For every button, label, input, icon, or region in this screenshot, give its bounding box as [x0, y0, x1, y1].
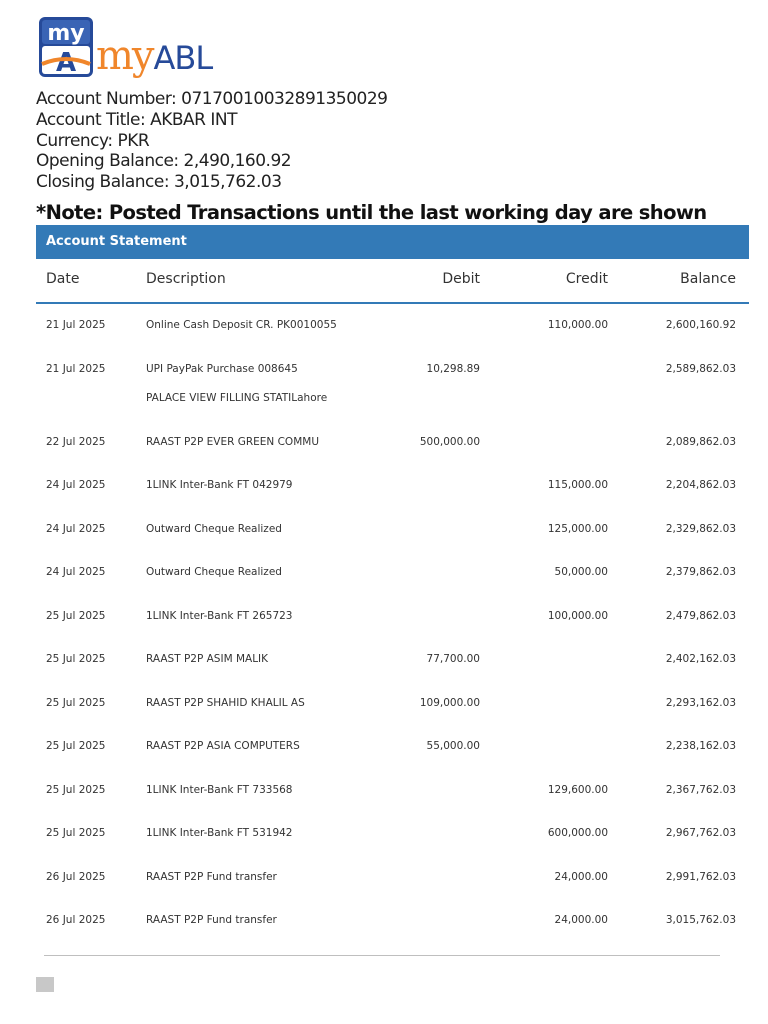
row-description: Outward Cheque Realized [146, 566, 282, 578]
table-row [36, 682, 749, 726]
table-row [36, 551, 749, 595]
account-info [36, 89, 387, 193]
opening-balance: Opening Balance: 2,490,160.92 [36, 151, 292, 172]
row-description: UPI PayPak Purchase 008645 [146, 362, 298, 375]
column-header-debit: Debit [442, 271, 480, 287]
table-row [36, 856, 749, 900]
row-balance: 2,479,862.03 [665, 609, 736, 622]
myabl-logo [38, 14, 218, 82]
account-statement-header: Account Statement [36, 225, 749, 259]
svg-text:my: my [47, 21, 85, 46]
row-date: 24 Jul 2025 [46, 479, 106, 491]
row-balance: 2,367,762.03 [665, 783, 736, 796]
posted-transactions-note: *Note: Posted Transactions until the last working day are shown [36, 201, 707, 224]
row-debit: 55,000.00 [426, 740, 480, 752]
row-date: 26 Jul 2025 [46, 870, 106, 883]
row-debit: 77,700.00 [426, 653, 480, 665]
table-row [36, 348, 749, 421]
account-title: Account Title: AKBAR INT [36, 109, 238, 130]
column-header-date: Date [46, 271, 80, 287]
table-row [36, 812, 749, 856]
row-balance: 2,204,862.03 [665, 479, 736, 491]
statement-table-body [36, 304, 749, 943]
row-credit: 129,600.00 [547, 783, 608, 796]
row-credit: 50,000.00 [554, 566, 608, 578]
svg-text:A: A [55, 48, 77, 78]
table-row [36, 304, 749, 348]
table-row [36, 508, 749, 552]
row-description: 1LINK Inter-Bank FT 531942 [146, 827, 293, 839]
row-balance: 2,089,862.03 [665, 435, 736, 448]
row-credit: 24,000.00 [554, 914, 608, 926]
row-description: RAAST P2P Fund transfer [146, 914, 277, 926]
row-description: RAAST P2P ASIA COMPUTERS [146, 740, 300, 752]
column-header-balance: Balance [680, 271, 736, 287]
row-description: 1LINK Inter-Bank FT 265723 [146, 609, 293, 622]
footer-divider [44, 955, 720, 956]
row-description: Outward Cheque Realized [146, 522, 282, 535]
row-credit: 110,000.00 [547, 319, 608, 331]
closing-balance: Closing Balance: 3,015,762.03 [36, 172, 282, 193]
row-credit: 100,000.00 [547, 609, 608, 622]
row-balance: 2,600,160.92 [665, 319, 736, 331]
row-date: 25 Jul 2025 [46, 740, 106, 752]
account-currency: Currency: PKR [36, 130, 150, 151]
table-row [36, 421, 749, 465]
table-row [36, 464, 749, 508]
row-balance: 2,402,162.03 [665, 653, 736, 665]
row-balance: 2,991,762.03 [665, 870, 736, 883]
row-date: 22 Jul 2025 [46, 435, 106, 448]
row-date: 21 Jul 2025 [46, 362, 106, 375]
row-credit: 24,000.00 [554, 870, 608, 883]
row-date: 26 Jul 2025 [46, 914, 106, 926]
table-row [36, 769, 749, 813]
row-balance: 2,967,762.03 [665, 827, 736, 839]
table-row [36, 595, 749, 639]
row-date: 25 Jul 2025 [46, 827, 106, 839]
myabl-badge-icon [38, 16, 94, 78]
logo-my-text: my [96, 33, 153, 79]
row-balance: 2,238,162.03 [665, 740, 736, 752]
row-date: 25 Jul 2025 [46, 609, 106, 622]
row-balance: 2,379,862.03 [665, 566, 736, 578]
row-debit: 109,000.00 [419, 696, 480, 709]
row-date: 21 Jul 2025 [46, 319, 106, 331]
row-description: RAAST P2P Fund transfer [146, 870, 277, 883]
column-header-description: Description [146, 271, 226, 287]
logo-abl-text: ABL [153, 39, 213, 77]
table-row [36, 899, 749, 943]
row-description: 1LINK Inter-Bank FT 733568 [146, 783, 293, 796]
row-description: RAAST P2P SHAHID KHALIL AS [146, 696, 305, 709]
row-description: RAAST P2P ASIM MALIK [146, 653, 269, 665]
column-header-credit: Credit [565, 271, 608, 287]
row-description: 1LINK Inter-Bank FT 042979 [146, 479, 293, 491]
row-debit: 10,298.89 [426, 362, 480, 375]
row-balance: 2,293,162.03 [665, 696, 736, 709]
row-credit: 125,000.00 [547, 522, 608, 535]
row-description-line2: PALACE VIEW FILLING STATILahore [146, 391, 328, 404]
row-date: 25 Jul 2025 [46, 696, 106, 709]
row-credit: 600,000.00 [547, 827, 608, 839]
row-credit: 115,000.00 [547, 479, 608, 491]
row-description: Online Cash Deposit CR. PK0010055 [146, 319, 337, 331]
row-balance: 3,015,762.03 [665, 914, 736, 926]
row-balance: 2,589,862.03 [665, 362, 736, 375]
account-number: Account Number: 07170010032891350029 [36, 89, 388, 109]
row-date: 25 Jul 2025 [46, 653, 106, 665]
table-row [36, 638, 749, 682]
row-description: RAAST P2P EVER GREEN COMMU [146, 435, 320, 448]
table-row [36, 725, 749, 769]
row-date: 24 Jul 2025 [46, 566, 106, 578]
row-date: 24 Jul 2025 [46, 522, 106, 535]
statement-table-header [36, 259, 749, 304]
row-date: 25 Jul 2025 [46, 783, 106, 796]
page-marker [36, 977, 54, 992]
row-balance: 2,329,862.03 [665, 522, 736, 535]
row-debit: 500,000.00 [419, 435, 480, 448]
